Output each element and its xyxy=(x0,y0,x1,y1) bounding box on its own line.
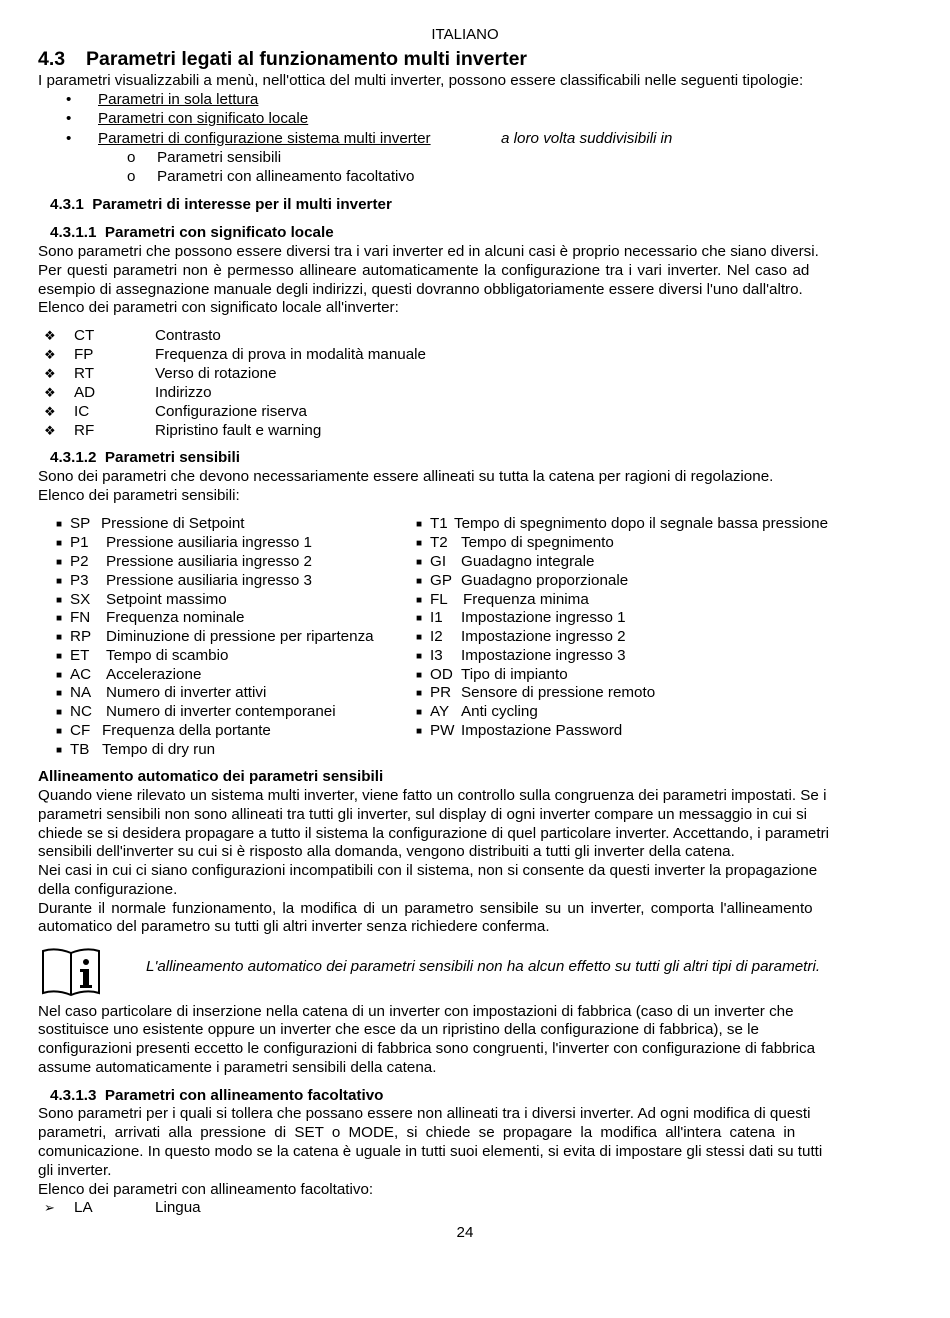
paragraph-line: Quando viene rilevato un sistema multi inverter, viene fatto un controllo sulla congruenza dei parametri impostati. Se i xyxy=(38,787,827,804)
paragraph-line: Per questi parametri non è permesso allineare automaticamente la configurazione tra i vari inverter. Nel caso ad xyxy=(38,262,810,279)
paragraph-line: configurazioni presenti eccetto le configurazioni di fabbrica sono congruenti, l'inverter con configurazione di fabbrica xyxy=(38,1040,816,1057)
local-param-item: ❖ RT Verso di rotazione xyxy=(44,365,277,382)
sensitive-param-item: ■ I2 Impostazione ingresso 2 xyxy=(416,628,626,645)
sensitive-param-item: ■ PW Impostazione Password xyxy=(416,722,623,739)
paragraph-line: Elenco dei parametri con significato locale all'inverter: xyxy=(38,299,399,316)
sensitive-param-item: ■ I3 Impostazione ingresso 3 xyxy=(416,647,626,664)
sensitive-param-item: ■ SX Setpoint massimo xyxy=(56,591,227,608)
paragraph-line: Elenco dei parametri con allineamento facoltativo: xyxy=(38,1181,374,1198)
sensitive-param-item: ■ TB Tempo di dry run xyxy=(56,741,216,758)
paragraph-line: gli inverter. xyxy=(38,1162,112,1179)
language-header: ITALIANO xyxy=(431,26,499,43)
paragraph-line: sostituisce uno esistente oppure un inverter che esce da un ripristino della configurazione di fabbrica), se le xyxy=(38,1021,759,1038)
paragraph-line: chiede se si desidera propagare a tutto il sistema la configurazione di quel particolare inverter. Accettando, i parametri xyxy=(38,825,830,842)
intro-text: I parametri visualizzabili a menù, nell'ottica del multi inverter, possono essere classificabili nelle seguenti tipologie: xyxy=(38,72,804,89)
paragraph-line: automatico del parametro su tutti gli altri inverter senza richiedere conferma. xyxy=(38,918,550,935)
heading-4-3-1-3: 4.3.1.3 Parametri con allineamento facoltativo xyxy=(50,1087,384,1104)
heading-4-3-1-2: 4.3.1.2 Parametri sensibili xyxy=(50,449,240,466)
optional-param-item: ➢ LA Lingua xyxy=(44,1199,201,1216)
sensitive-param-item: ■ I1 Impostazione ingresso 1 xyxy=(416,609,626,626)
sensitive-param-item: ■ NC Numero di inverter contemporanei xyxy=(56,703,336,720)
local-param-item: ❖ IC Configurazione riserva xyxy=(44,403,307,420)
paragraph-line: assume automaticamente i parametri sensibili della catena. xyxy=(38,1059,437,1076)
sensitive-param-item: ■ ET Tempo di scambio xyxy=(56,647,229,664)
paragraph-line: sensibili dell'inverter su cui si è risposto alla domanda, vengono distribuiti a tutti gli inverter della catena. xyxy=(38,843,735,860)
sensitive-param-item: ■ FN Frequenza nominale xyxy=(56,609,245,626)
sensitive-param-item: ■ P3 Pressione ausiliaria ingresso 3 xyxy=(56,572,312,589)
sensitive-param-item: ■ T1 Tempo di spegnimento dopo il segnale bassa pressione xyxy=(416,515,829,532)
sensitive-param-item: ■ FL Frequenza minima xyxy=(416,591,589,608)
type-item: • Parametri di configurazione sistema multi inverter a loro volta suddivisibili in xyxy=(66,130,673,147)
section-heading xyxy=(38,47,527,71)
local-param-item: ❖ CT Contrasto xyxy=(44,327,221,344)
sensitive-param-item: ■ P1 Pressione ausiliaria ingresso 1 xyxy=(56,534,312,551)
local-param-item: ❖ RF Ripristino fault e warning xyxy=(44,422,322,439)
paragraph-line: esempio di assegnazione manuale degli indirizzi, questi dovranno obbligatoriamente essere diversi l'uno dall'altro. xyxy=(38,281,803,298)
heading-4-3-1-1: 4.3.1.1 Parametri con significato locale xyxy=(50,224,334,241)
sensitive-param-item: ■ P2 Pressione ausiliaria ingresso 2 xyxy=(56,553,312,570)
paragraph-line: Nei casi in cui ci siano configurazioni incompatibili con il sistema, non si consente da questi inverter la propagazione xyxy=(38,862,818,879)
page-number: 24 xyxy=(456,1224,474,1241)
paragraph-line: Sono dei parametri che devono necessariamente essere allineati su tutta la catena per ragioni di regolazione. xyxy=(38,468,774,485)
type-item: • Parametri con significato locale xyxy=(66,110,309,127)
paragraph-line: Sono parametri che possono essere diversi tra i vari inverter ed in alcuni casi è proprio necessario che siano diversi. xyxy=(38,243,819,260)
section-title: Parametri legati al funzionamento multi inverter xyxy=(86,48,528,70)
paragraph-line: Durante il normale funzionamento, la modifica di un parametro sensibile su un inverter, comporta l'allineamento xyxy=(38,900,813,917)
type-note: a loro volta suddivisibili in xyxy=(501,130,673,147)
sensitive-param-item: ■ GP Guadagno proporzionale xyxy=(416,572,629,589)
sensitive-param-item: ■ AC Accelerazione xyxy=(56,666,202,683)
local-param-item: ❖ AD Indirizzo xyxy=(44,384,212,401)
paragraph-line: parametri sensibili non sono allineati tra tutti gli inverter, sul display di ogni inverter compare un messaggio in cui si xyxy=(38,806,808,823)
sensitive-param-item: ■ RP Diminuzione di pressione per ripartenza xyxy=(56,628,374,645)
sensitive-param-item: ■ PR Sensore di pressione remoto xyxy=(416,684,656,701)
subtype-item: o Parametri con allineamento facoltativo xyxy=(127,168,415,185)
paragraph-line: parametri, arrivati alla pressione di SET o MODE, si chiede se propagare la modifica all'intera catena in xyxy=(38,1124,796,1141)
auto-align-heading: Allineamento automatico dei parametri sensibili xyxy=(38,768,384,785)
local-param-item: ❖ FP Frequenza di prova in modalità manuale xyxy=(44,346,427,363)
sensitive-param-item: ■ T2 Tempo di spegnimento xyxy=(416,534,614,551)
sensitive-param-item: ■ SP Pressione di Setpoint xyxy=(56,515,245,532)
sensitive-param-item: ■ NA Numero di inverter attivi xyxy=(56,684,267,701)
subtype-item: o Parametri sensibili xyxy=(127,149,282,166)
paragraph-line: comunicazione. In questo modo se la catena è uguale in tutti suoi elementi, si evita di impostare gli stessi dati su tutti xyxy=(38,1143,823,1160)
sensitive-param-item: ■ GI Guadagno integrale xyxy=(416,553,595,570)
paragraph-line: Nel caso particolare di inserzione nella catena di un inverter con impostazioni di fabbrica (caso di un inverter che xyxy=(38,1003,794,1020)
paragraph-line: Elenco dei parametri sensibili: xyxy=(38,487,240,504)
type-item: • Parametri in sola lettura xyxy=(66,91,259,108)
heading-4-3-1: 4.3.1 Parametri di interesse per il multi inverter xyxy=(50,196,392,213)
info-note: L'allineamento automatico dei parametri sensibili non ha alcun effetto su tutti gli altri tipi di parametri. xyxy=(146,958,821,975)
sensitive-param-item: ■ OD Tipo di impianto xyxy=(416,666,568,683)
sensitive-param-item: ■ CF Frequenza della portante xyxy=(56,722,271,739)
manual-info-icon xyxy=(40,945,102,997)
paragraph-line: della configurazione. xyxy=(38,881,178,898)
paragraph-line: Sono parametri per i quali si tollera che possano essere non allineati tra i diversi inverter. Ad ogni modifica di questi xyxy=(38,1105,811,1122)
section-number: 4.3 xyxy=(38,48,66,70)
sensitive-param-item: ■ AY Anti cycling xyxy=(416,703,538,720)
